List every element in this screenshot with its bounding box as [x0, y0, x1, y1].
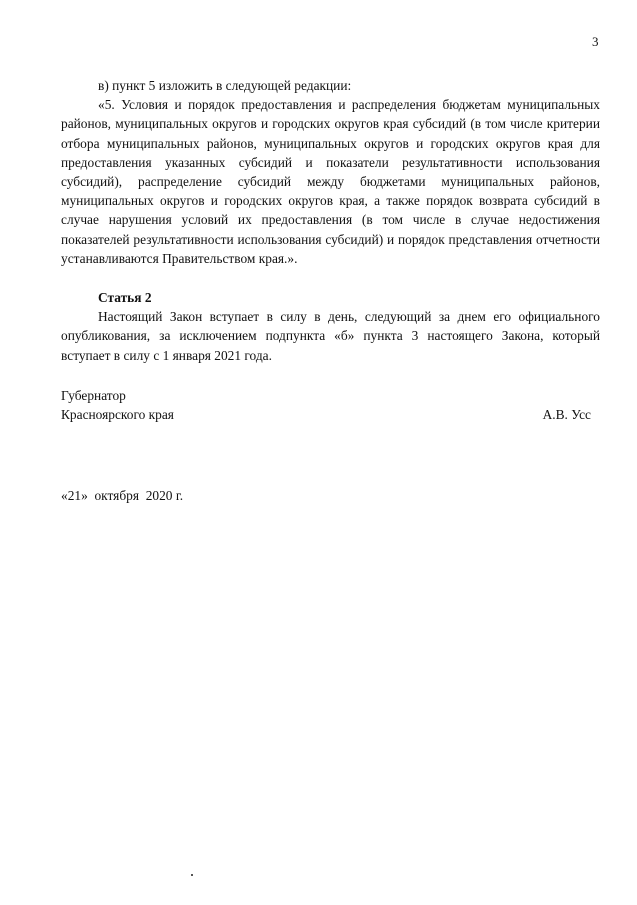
signatory-title-line1: Губернатор	[61, 388, 126, 403]
scan-speck	[191, 874, 193, 876]
signature-block	[61, 386, 591, 424]
article-heading: Статья 2	[98, 290, 152, 306]
paragraph-entry-into-force: Настоящий Закон вступает в силу в день, следующий за днем его официального опубликования, за исключением подпункта «б» пункта 3 настоящего Закона, который вступает в силу с 1 января 2021 года.	[61, 309, 600, 363]
page-number: 3	[592, 34, 599, 49]
signatory-name: А.В. Усс	[542, 407, 591, 423]
paragraph-amendment-intro: в) пункт 5 изложить в следующей редакции:	[98, 78, 352, 93]
signatory-title-line2: Красноярского края	[61, 407, 174, 423]
document-body	[61, 76, 600, 365]
paragraph-amendment-text: «5. Условия и порядок предоставления и распределения бюджетам муниципальных районов, муниципальных округов и городских округов края субсидий (в том числе критерии отбора муниципальных районов, муниципальных округов и городских округов края для предоставления указанных субсидий и показатели результативности использования субсидий), распределение субсидий между бюджетами муниципальных районов, муниципальных округов и городских округов края, а также порядок возврата субсидий в случае нарушения условий их предоставления (в том числе в случае недостижения показателей результативности использования субсидий) и порядок представления отчетности устанавливаются Правительством края.».	[61, 97, 600, 266]
document-date: «21» октября 2020 г.	[61, 488, 184, 503]
